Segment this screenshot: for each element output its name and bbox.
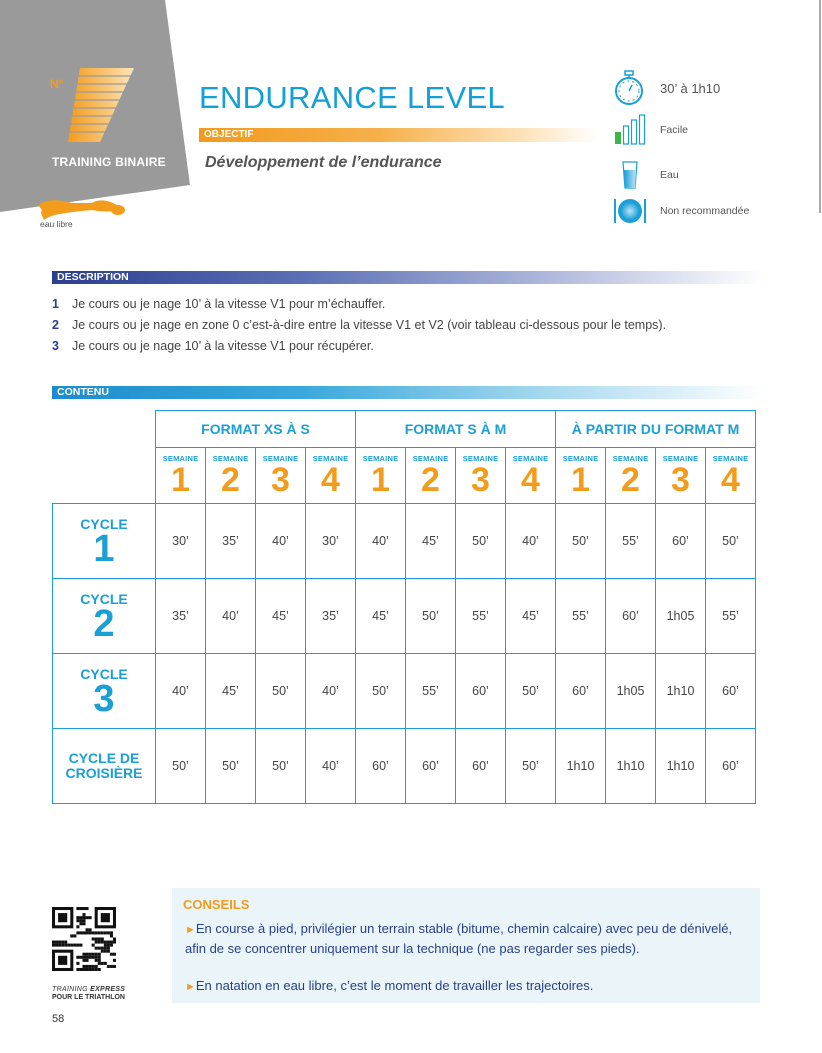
table-row <box>53 654 756 729</box>
duration-cell: 40’ <box>156 654 206 729</box>
duration-cell: 50’ <box>356 654 406 729</box>
duration-cell: 35’ <box>306 579 356 654</box>
format-header: À PARTIR DU FORMAT M <box>556 411 756 448</box>
step-number: 2 <box>52 318 59 332</box>
duration-cell: 40’ <box>356 504 406 579</box>
number-label: N° <box>50 77 64 91</box>
duration-cell: 50’ <box>206 729 256 804</box>
format-header: FORMAT S À M <box>356 411 556 448</box>
step-number: 3 <box>52 339 59 353</box>
format-header-row <box>53 411 756 448</box>
plate-icon <box>613 197 647 225</box>
week-label: SEMAINE <box>262 454 299 463</box>
cycle-label: CYCLE <box>80 590 128 607</box>
duration-cell: 1h10 <box>556 729 606 804</box>
cycle-number: CROISIÈRE <box>65 765 143 781</box>
duration-cell: 60’ <box>706 654 756 729</box>
cycle-number: 3 <box>93 677 115 720</box>
tip-item <box>185 977 745 997</box>
week-number: 1 <box>171 461 190 499</box>
duration-cell: 50’ <box>256 729 306 804</box>
week-number: 3 <box>271 461 290 499</box>
duration-cell: 60’ <box>656 504 706 579</box>
tips-title: CONSEILS <box>183 897 250 912</box>
week-header <box>206 448 256 504</box>
description-list <box>52 297 666 360</box>
brand-line <box>52 986 125 993</box>
description-item <box>52 297 666 318</box>
corner-panel <box>0 0 200 240</box>
duration-cell: 40’ <box>256 504 306 579</box>
week-header <box>156 448 206 504</box>
week-label: SEMAINE <box>462 454 499 463</box>
week-label: SEMAINE <box>362 454 399 463</box>
duration-cell: 50’ <box>556 504 606 579</box>
cycle-label: CYCLE <box>80 665 128 682</box>
week-label: SEMAINE <box>712 454 749 463</box>
step-text: Je cours ou je nage en zone 0 c’est-à-dire entre la vitesse V1 et V2 (voir tableau ci-dessous pour le temps). <box>72 318 667 332</box>
description-bar <box>52 271 764 284</box>
duration-cell: 55’ <box>406 654 456 729</box>
brand-training: TRAINING <box>52 986 88 993</box>
duration-cell: 40’ <box>506 504 556 579</box>
description-item <box>52 339 666 360</box>
week-label: SEMAINE <box>662 454 699 463</box>
duration-cell: 45’ <box>406 504 456 579</box>
week-number: 4 <box>521 461 540 499</box>
week-header-row <box>53 448 756 504</box>
week-label: SEMAINE <box>562 454 599 463</box>
week-label: SEMAINE <box>212 454 249 463</box>
duration-cell: 45’ <box>206 654 256 729</box>
series-label: TRAINING BINAIRE <box>52 155 166 169</box>
week-number: 2 <box>621 461 640 499</box>
cycle-number: 1 <box>93 527 115 570</box>
cycle-header <box>53 654 156 729</box>
cycle-number: 2 <box>93 602 115 645</box>
duration-cell: 60’ <box>356 729 406 804</box>
training-table <box>52 410 756 804</box>
table-row <box>53 579 756 654</box>
duration-cell: 35’ <box>206 504 256 579</box>
week-label: SEMAINE <box>612 454 649 463</box>
duration-cell: 55’ <box>556 579 606 654</box>
cycle-header <box>53 504 156 579</box>
cycle-header <box>53 729 156 804</box>
week-header <box>656 448 706 504</box>
discipline-label: eau libre <box>40 219 73 229</box>
week-header <box>706 448 756 504</box>
table-row <box>53 729 756 804</box>
week-number: 4 <box>321 461 340 499</box>
duration-cell: 30’ <box>306 504 356 579</box>
step-text: Je cours ou je nage 10’ à la vitesse V1 pour récupérer. <box>72 339 374 353</box>
week-number: 3 <box>671 461 690 499</box>
drink-value: Eau <box>660 169 679 181</box>
content-label: CONTENU <box>57 386 109 398</box>
duration-cell: 50’ <box>256 654 306 729</box>
food-info <box>613 196 750 226</box>
duration-cell: 45’ <box>356 579 406 654</box>
week-header <box>456 448 506 504</box>
duration-cell: 60’ <box>406 729 456 804</box>
cycle-label: CYCLE DE <box>68 750 140 766</box>
content-bar <box>52 386 764 399</box>
arrow-icon: ► <box>185 924 196 936</box>
drink-info <box>613 161 679 189</box>
week-number: 1 <box>571 461 590 499</box>
difficulty-info <box>613 114 689 146</box>
duration-value: 30’ à 1h10 <box>660 80 721 96</box>
duration-cell: 1h05 <box>606 654 656 729</box>
week-label: SEMAINE <box>162 454 199 463</box>
duration-cell: 60’ <box>706 729 756 804</box>
format-header: FORMAT XS À S <box>156 411 356 448</box>
duration-cell: 30’ <box>156 504 206 579</box>
week-header <box>356 448 406 504</box>
objective-text: Développement de l’endurance <box>205 154 442 171</box>
tips-box <box>172 888 760 1003</box>
week-header <box>556 448 606 504</box>
week-header <box>256 448 306 504</box>
tip-text: En natation en eau libre, c’est le moment de travailler les trajectoires. <box>195 978 594 993</box>
week-number: 3 <box>471 461 490 499</box>
cycle-label: CYCLE <box>80 515 128 532</box>
table-row <box>53 504 756 579</box>
week-header <box>506 448 556 504</box>
page-edge-line <box>819 0 821 213</box>
duration-cell: 45’ <box>506 579 556 654</box>
week-header <box>306 448 356 504</box>
qr-code-icon[interactable] <box>52 907 116 971</box>
week-label: SEMAINE <box>412 454 449 463</box>
duration-cell: 1h10 <box>656 729 706 804</box>
duration-cell: 55’ <box>456 579 506 654</box>
duration-cell: 50’ <box>406 579 456 654</box>
page-title: ENDURANCE LEVEL <box>199 80 505 115</box>
duration-cell: 1h10 <box>606 729 656 804</box>
tip-item <box>185 920 745 957</box>
duration-cell: 60’ <box>606 579 656 654</box>
difficulty-bars-icon <box>613 114 647 146</box>
table-corner <box>53 411 156 504</box>
duration-cell: 1h05 <box>656 579 706 654</box>
stopwatch-icon <box>613 70 645 106</box>
week-label: SEMAINE <box>512 454 549 463</box>
tip-text: En course à pied, privilégier un terrain stable (bitume, chemin calcaire) avec peu de dénivelé, afin de se concentrer uniquement sur la technique (ne pas regarder ses pieds). <box>185 921 733 956</box>
objective-label: OBJECTIF <box>204 129 254 140</box>
duration-cell: 55’ <box>706 579 756 654</box>
week-number: 2 <box>421 461 440 499</box>
duration-cell: 35’ <box>156 579 206 654</box>
duration-cell: 55’ <box>606 504 656 579</box>
duration-cell: 50’ <box>506 654 556 729</box>
duration-cell: 60’ <box>556 654 606 729</box>
duration-cell: 40’ <box>306 729 356 804</box>
description-label: DESCRIPTION <box>57 271 129 283</box>
corner-graphic <box>0 0 200 240</box>
week-number: 4 <box>721 461 740 499</box>
week-header <box>406 448 456 504</box>
duration-cell: 50’ <box>156 729 206 804</box>
cycle-header <box>53 579 156 654</box>
water-glass-icon <box>613 161 647 189</box>
difficulty-value: Facile <box>660 124 689 136</box>
arrow-icon: ► <box>185 981 196 993</box>
duration-cell: 1h10 <box>656 654 706 729</box>
swimmer-icon <box>38 200 125 220</box>
step-number: 1 <box>52 297 59 311</box>
week-number: 1 <box>371 461 390 499</box>
duration-cell: 50’ <box>456 504 506 579</box>
duration-cell: 50’ <box>706 504 756 579</box>
week-label: SEMAINE <box>312 454 349 463</box>
food-value: Non recommandée <box>660 205 750 217</box>
brand-express: EXPRESS <box>90 986 126 993</box>
objective-bar <box>199 128 599 142</box>
duration-cell: 40’ <box>306 654 356 729</box>
duration-cell: 50’ <box>506 729 556 804</box>
duration-cell: 45’ <box>256 579 306 654</box>
duration-info <box>613 68 721 108</box>
brand-subtitle: POUR LE TRIATHLON <box>52 994 125 1001</box>
description-item <box>52 318 666 339</box>
duration-cell: 60’ <box>456 729 506 804</box>
duration-cell: 60’ <box>456 654 506 729</box>
week-header <box>606 448 656 504</box>
step-text: Je cours ou je nage 10’ à la vitesse V1 pour m’échauffer. <box>72 297 386 311</box>
duration-cell: 40’ <box>206 579 256 654</box>
week-number: 2 <box>221 461 240 499</box>
page-number: 58 <box>52 1013 65 1025</box>
